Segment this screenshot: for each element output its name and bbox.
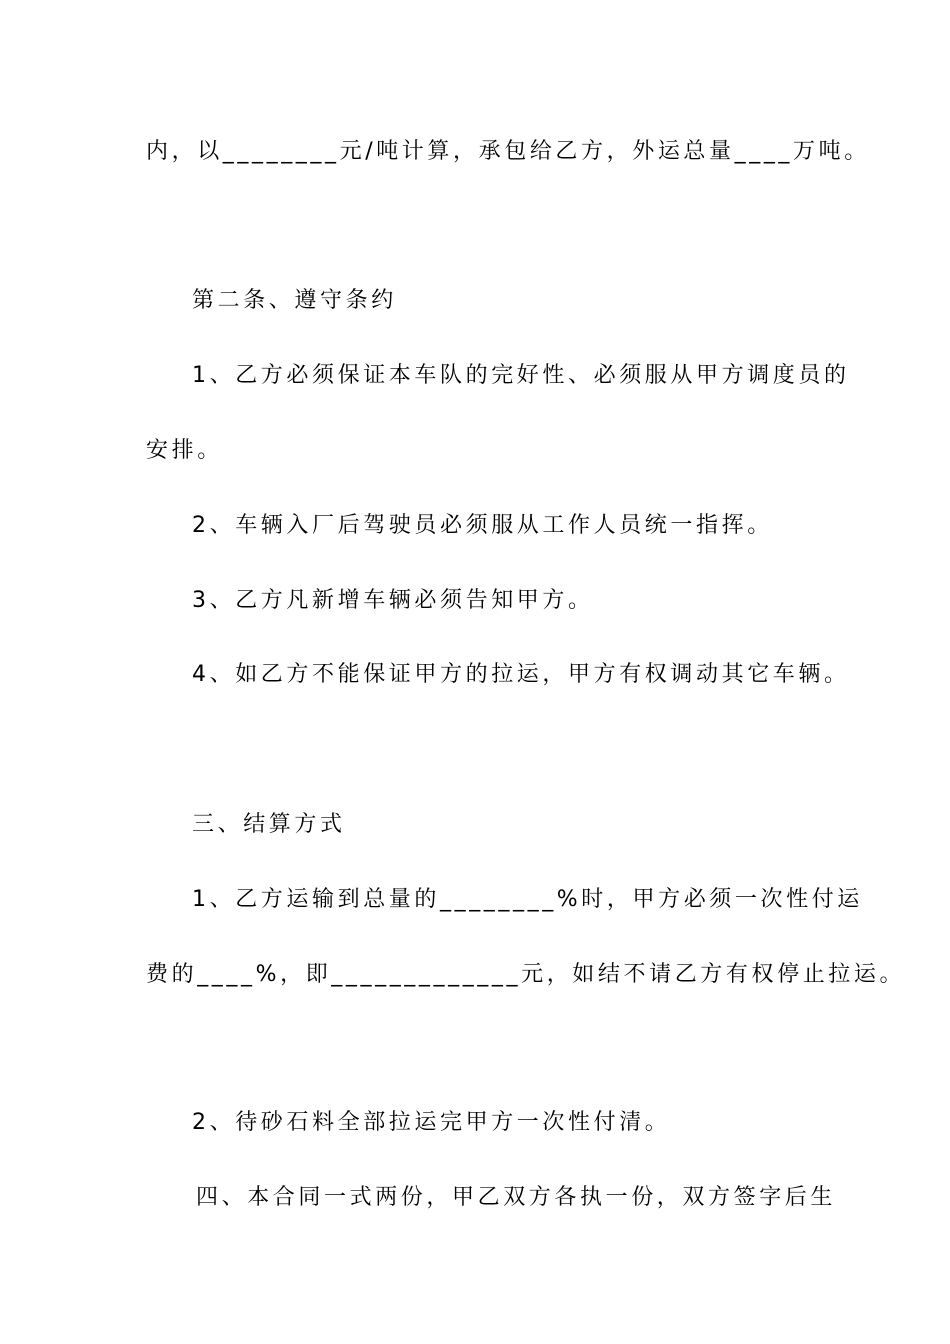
text-line-item-2: 2、车辆入厂后驾驶员必须服从工作人员统一指挥。 <box>192 513 773 538</box>
text-line-settlement-1: 1、乙方运输到总量的________%时，甲方必须一次性付运 <box>192 887 863 912</box>
section-heading-copies: 四、本合同一式两份，甲乙双方各执一份，双方签字后生 <box>196 1185 837 1210</box>
text-line-settlement-2: 2、待砂石料全部拉运完甲方一次性付清。 <box>192 1110 671 1135</box>
text-line-item-1: 1、乙方必须保证本车队的完好性、必须服从甲方调度员的 <box>192 363 850 388</box>
section-heading-settlement: 三、结算方式 <box>192 812 346 837</box>
section-heading-article-2: 第二条、遵守条约 <box>192 288 397 313</box>
text-line-item-4: 4、如乙方不能保证甲方的拉运，甲方有权调动其它车辆。 <box>192 662 850 687</box>
text-line-rate-total: 内，以________元/吨计算，承包给乙方，外运总量____万吨。 <box>146 139 870 164</box>
text-line-item-1-cont: 安排。 <box>146 438 223 463</box>
text-line-item-3: 3、乙方凡新增车辆必须告知甲方。 <box>192 588 594 613</box>
text-line-settlement-1-cont: 费的____%，即_____________元，如结不请乙方有权停止拉运。 <box>146 962 906 987</box>
